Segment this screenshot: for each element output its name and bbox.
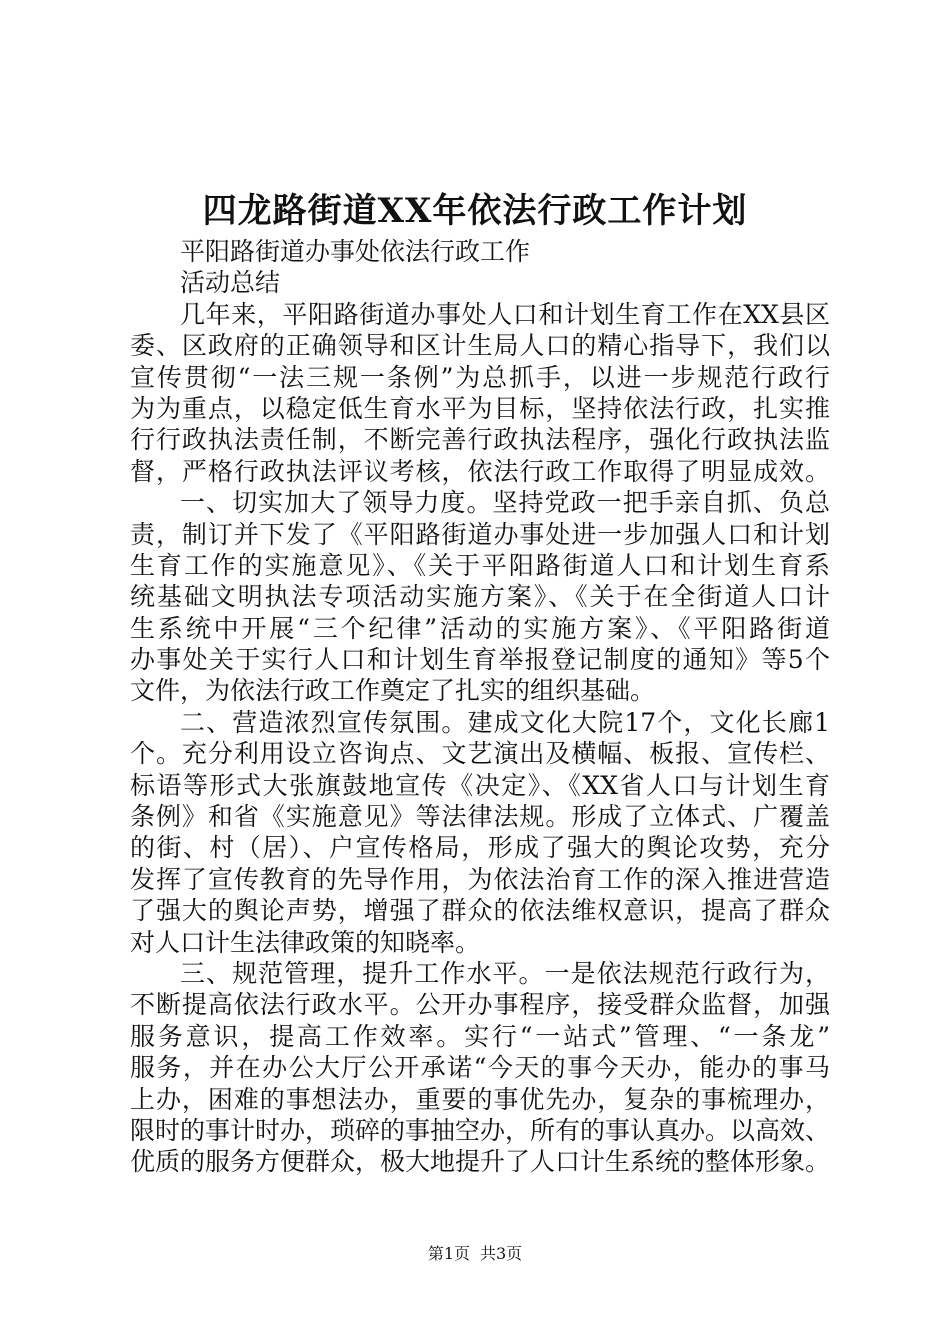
page-total: 共3页 — [480, 1244, 523, 1263]
paragraph-line: 文件，为依法行政工作奠定了扎实的组织基础。 — [130, 676, 656, 706]
paragraph-line: 个。充分利用设立咨询点、文艺演出及横幅、板报、宣传栏、 — [130, 739, 830, 769]
paragraph-line: 行行政执法责任制，不断完善行政执法程序，强化行政执法监 — [130, 425, 830, 455]
paragraph-line: 宣传贯彻“一法三规一条例”为总抓手，以进一步规范行政行 — [130, 362, 830, 392]
paragraph-line: 责，制订并下发了《平阳路街道办事处进一步加强人口和计划 — [130, 519, 830, 549]
paragraph-line: 三、规范管理，提升工作水平。一是依法规范行政行为， — [180, 958, 830, 988]
subtitle-line: 活动总结 — [180, 268, 281, 298]
paragraph-line: 服务意识，提高工作效率。实行“一站式”管理、“一条龙” — [130, 1021, 830, 1051]
paragraph-line: 标语等形式大张旗鼓地宣传《决定》、《XX省人口与计划生育 — [130, 770, 830, 800]
paragraph-line: 的街、村（居）、户宣传格局，形成了强大的舆论攻势，充分 — [130, 833, 830, 863]
paragraph-line: 统基础文明执法专项活动实施方案》、《关于在全街道人口计 — [130, 582, 830, 612]
paragraph-line: 上办，困难的事想法办，重要的事优先办，复杂的事梳理办， — [130, 1084, 830, 1114]
paragraph-line: 限时的事计时办，琐碎的事抽空办，所有的事认真办。以高效、 — [130, 1115, 831, 1145]
document-title: 四龙路街道XX年依法行政工作计划 — [202, 191, 748, 231]
subtitle-line: 平阳路街道办事处依法行政工作 — [180, 237, 531, 266]
paragraph-line: 生育工作的实施意见》、《关于平阳路街道人口和计划生育系 — [130, 550, 830, 580]
paragraph-line: 督，严格行政执法评议考核，依法行政工作取得了明显成效。 — [130, 456, 830, 486]
paragraph-line: 了强大的舆论声势，增强了群众的依法维权意识，提高了群众 — [130, 896, 830, 926]
paragraph-line: 生系统中开展“三个纪律”活动的实施方案》、《平阳路街道 — [130, 613, 830, 643]
paragraph-line: 服务，并在办公大厅公开承诺“今天的事今天办，能办的事马 — [130, 1053, 830, 1083]
paragraph-line: 对人口计生法律政策的知晓率。 — [130, 927, 481, 957]
paragraph-line: 一、切实加大了领导力度。坚持党政一把手亲自抓、负总 — [180, 488, 830, 518]
page-footer — [0, 1242, 950, 1266]
paragraph-line: 不断提高依法行政水平。公开办事程序，接受群众监督，加强 — [130, 990, 830, 1020]
paragraph-line: 委、区政府的正确领导和区计生局人口的精心指导下，我们以 — [130, 331, 830, 361]
paragraph-line: 二、营造浓烈宣传氛围。建成文化大院17个，文化长廊1 — [180, 707, 830, 737]
paragraph-line: 办事处关于实行人口和计划生育举报登记制度的通知》等5个 — [130, 645, 830, 675]
paragraph-line: 几年来，平阳路街道办事处人口和计划生育工作在XX县区 — [180, 299, 830, 329]
page-number: 第1页 — [427, 1244, 470, 1263]
paragraph-line: 优质的服务方便群众，极大地提升了人口计生系统的整体形象。 — [130, 1147, 831, 1177]
paragraph-line: 发挥了宣传教育的先导作用，为依法治育工作的深入推进营造 — [130, 864, 830, 894]
paragraph-line: 条例》和省《实施意见》等法律法规。形成了立体式、广覆盖 — [130, 802, 830, 832]
document-body — [130, 236, 830, 1178]
paragraph-line: 为为重点，以稳定低生育水平为目标，坚持依法行政，扎实推 — [130, 393, 830, 423]
